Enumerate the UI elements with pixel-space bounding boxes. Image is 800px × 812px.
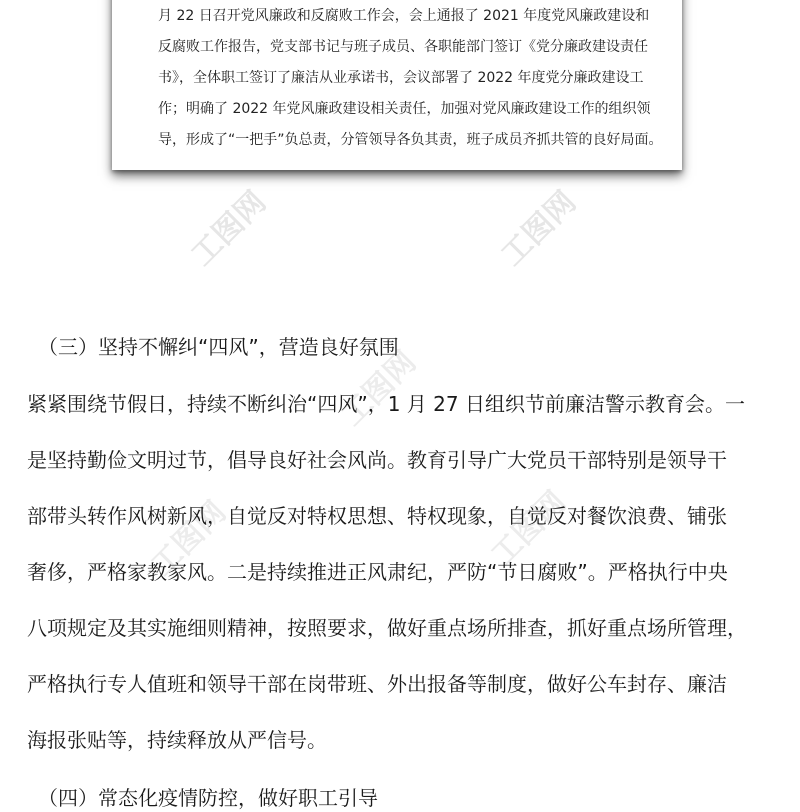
- paragraph-line: 八项规定及其实施细则精神，按照要求，做好重点场所排查，抓好重点场所管理，: [27, 616, 747, 640]
- excerpt-line: 书》，全体职工签订了廉洁从业承诺书，会议部署了 2022 年度党分廉政建设工: [158, 70, 644, 86]
- excerpt-card: [112, 0, 682, 170]
- watermark-text: 工图网: [484, 484, 574, 574]
- watermark-text: 工图网: [144, 494, 234, 584]
- paragraph-line: 严格执行专人值班和领导干部在岗带班、外出报备等制度，做好公车封存、廉洁: [27, 672, 727, 696]
- watermark-text: 工图网: [184, 184, 274, 274]
- excerpt-line: 导，形成了“一把手”负总责，分管领导各负其责，班子成员齐抓共管的良好局面。: [158, 132, 663, 148]
- watermark-text: 工图网: [494, 184, 584, 274]
- section-heading: （四）常态化疫情防控，做好职工引导: [38, 786, 378, 810]
- paragraph-line: 奢侈，严格家教家风。二是持续推进正风肃纪，严防“节日腐败”。严格执行中央: [27, 560, 728, 584]
- watermark-text: 工图网: [334, 344, 424, 434]
- paragraph-line: 是坚持勤俭文明过节，倡导良好社会风尚。教育引导广大党员干部特别是领导干: [27, 448, 727, 472]
- paragraph-line: 海报张贴等，持续释放从严信号。: [27, 728, 327, 752]
- paragraph-line: 紧紧围绕节假日，持续不断纠治“四风”，1 月 27 日组织节前廉洁警示教育会。一: [27, 392, 745, 416]
- excerpt-line: 反腐败工作报告，党支部书记与班子成员、各职能部门签订《党分廉政建设责任: [158, 39, 648, 55]
- excerpt-line: 月 22 日召开党风廉政和反腐败工作会，会上通报了 2021 年度党风廉政建设和: [158, 8, 650, 24]
- section-heading: （三）坚持不懈纠“四风”，营造良好氛围: [38, 335, 399, 359]
- paragraph-line: 部带头转作风树新风，自觉反对特权思想、特权现象，自觉反对餐饮浪费、铺张: [27, 504, 727, 528]
- excerpt-line: 作；明确了 2022 年党风廉政建设相关责任，加强对党风廉政建设工作的组织领: [158, 101, 651, 117]
- watermark: [170, 170, 280, 280]
- watermark: [480, 170, 590, 280]
